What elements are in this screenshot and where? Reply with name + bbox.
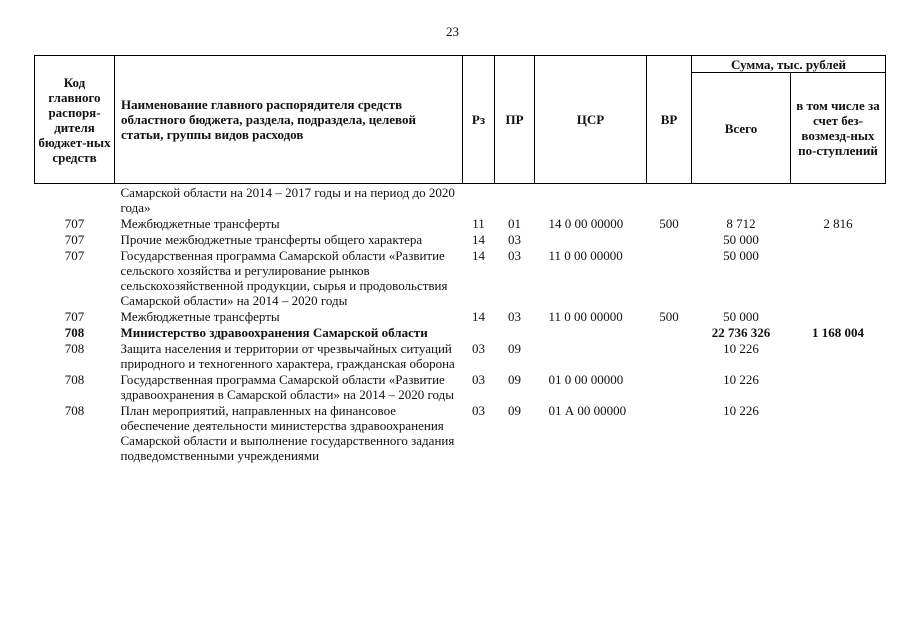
table-row [35,247,886,308]
cell-rz [463,324,495,340]
cell-total: 10 226 [723,403,759,418]
cell-free: 1 168 004 [812,325,864,340]
cell-rz: 03 [472,403,485,418]
cell-total: 22 736 326 [711,325,771,340]
cell-name: Защита населения и территории от чрезвычайных ситуаций природного и техногенного характера, гражданская оборона [120,341,455,371]
cell-code: 707 [64,232,85,247]
cell-csr: 14 0 00 00000 [548,216,624,231]
cell-total: 50 000 [723,309,759,324]
cell-csr: 01 А 00 00000 [548,403,627,418]
cell-total: 50 000 [723,248,759,263]
cell-name: Межбюджетные трансферты [120,309,280,324]
header-name: Наименование главного распорядителя средств областного бюджета, раздела, подраздела, целевой статьи, группы видов расходов [115,56,463,184]
cell-free [791,371,886,402]
cell-name: Самарской области на 2014 – 2017 годы и на период до 2020 года» [120,185,455,215]
cell-csr: 01 0 00 00000 [548,372,624,387]
cell-free [791,308,886,324]
table-row [35,215,886,231]
cell-pr: 03 [508,309,521,324]
cell-rz: 14 [472,309,485,324]
cell-total: 50 000 [723,232,759,247]
cell-vr [647,402,692,463]
cell-code: 707 [64,216,85,231]
cell-code: 708 [64,341,85,356]
cell-name: Министерство здравоохранения Самарской области [120,325,428,340]
header-free: в том числе за счет без-возмезд-ных по-ступлений [791,73,886,184]
cell-pr: 03 [508,232,521,247]
cell-free [791,340,886,371]
cell-pr: 03 [508,248,521,263]
cell-vr [647,231,692,247]
cell-code: 708 [64,325,85,340]
cell-total: 10 226 [723,341,759,356]
cell-vr [647,247,692,308]
cell-vr [647,340,692,371]
cell-code: 707 [64,248,85,263]
table-row [35,340,886,371]
table-body [35,184,886,464]
cell-code [35,184,115,216]
header-rz: Рз [463,56,495,184]
header-sum: Сумма, тыс. рублей [692,56,886,73]
cell-pr: 01 [508,216,521,231]
cell-csr [535,324,647,340]
cell-name: Государственная программа Самарской области «Развитие здравоохранения в Самарской области» на 2014 – 2020 годы [120,372,454,402]
table-header [35,56,886,184]
cell-name: Прочие межбюджетные трансферты общего характера [120,232,423,247]
cell-rz: 14 [472,248,485,263]
cell-rz: 03 [472,341,485,356]
cell-free [791,402,886,463]
table-row [35,231,886,247]
header-total: Всего [692,73,791,184]
cell-total: 8 712 [726,216,756,231]
cell-rz [463,184,495,216]
cell-vr: 500 [659,309,679,324]
cell-csr: 11 0 00 00000 [548,248,623,263]
cell-name: Государственная программа Самарской области «Развитие сельского хозяйства и регулирование рынков сельскохозяйственной продукции, сырья и продовольствия Самарской области» на 2014 – 2020 годы [120,248,448,308]
cell-code: 707 [64,309,85,324]
cell-name: Межбюджетные трансферты [120,216,280,231]
cell-vr [647,324,692,340]
table-row [35,184,886,216]
page-number: 23 [446,24,459,39]
cell-vr [647,184,692,216]
cell-name: План мероприятий, направленных на финансовое обеспечение деятельности министерства здравоохранения Самарской области и выполнение государственного задания подведомственными учреждениями [120,403,455,463]
table-row [35,402,886,463]
header-vr: ВР [647,56,692,184]
cell-free [791,184,886,216]
cell-csr: 11 0 00 00000 [548,309,623,324]
table-row [35,308,886,324]
cell-rz: 03 [472,372,485,387]
cell-vr: 500 [659,216,679,231]
header-csr: ЦСР [535,56,647,184]
budget-table [34,55,886,463]
header-code: Код главного распоря-дителя бюджет-ных средств [35,56,115,184]
cell-code: 708 [64,372,85,387]
cell-pr: 09 [508,403,521,418]
cell-rz: 14 [472,232,485,247]
cell-vr [647,371,692,402]
header-pr: ПР [495,56,535,184]
cell-csr [535,184,647,216]
cell-csr [535,231,647,247]
cell-code: 708 [64,403,85,418]
cell-pr [495,184,535,216]
table-row [35,371,886,402]
cell-free [791,247,886,308]
cell-free [791,231,886,247]
cell-rz: 11 [472,216,485,231]
cell-total: 10 226 [723,372,759,387]
cell-pr [495,324,535,340]
cell-free: 2 816 [823,216,853,231]
cell-pr: 09 [508,341,521,356]
table-row [35,324,886,340]
cell-csr [535,340,647,371]
cell-pr: 09 [508,372,521,387]
cell-total [692,184,791,216]
